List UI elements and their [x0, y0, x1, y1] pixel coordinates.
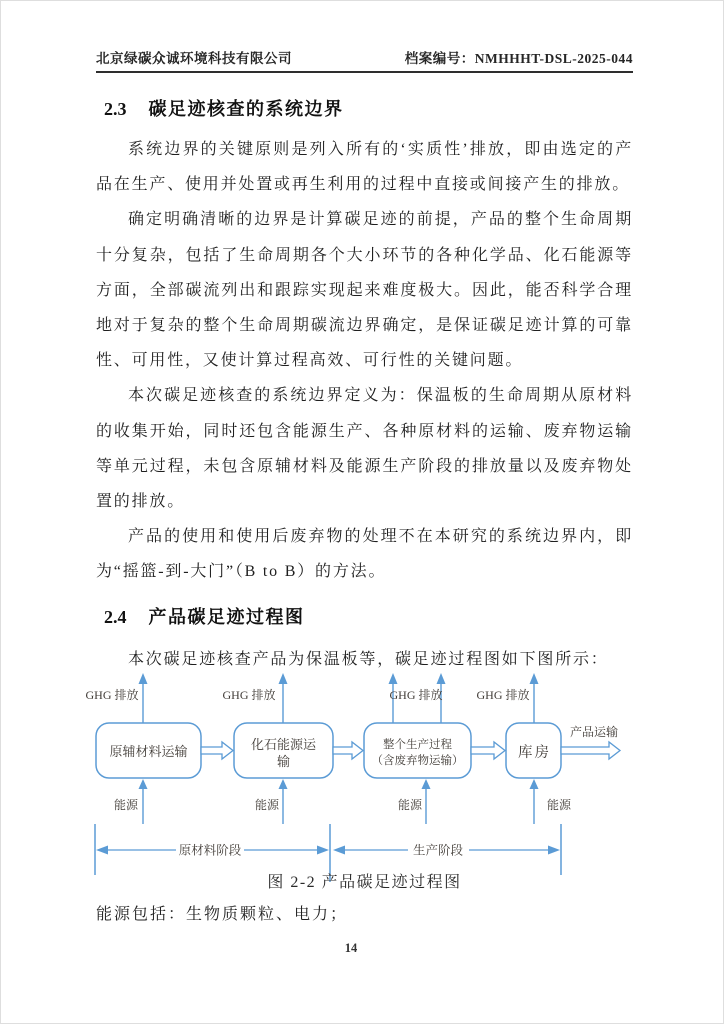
energy-note: 能源包括：生物质颗粒、电力；	[96, 906, 349, 923]
section-title: 产品碳足迹过程图	[148, 607, 305, 627]
flow-box-fossil-energy-transport-label-line1: 化石能源运	[250, 737, 317, 752]
flow-box-production-process-label-line2: （含废弃物运输）	[371, 755, 464, 767]
company-name: 北京绿碳众诚环境科技有限公司	[96, 51, 292, 66]
product-transport-arrow	[561, 742, 620, 759]
flow-box-warehouse-label: 库房	[518, 745, 551, 761]
paragraph: 系统边界的关键原则是列入所有的‘实质性’排放，即由选定的产品在生产、使用并处置或再生利用的过程中直接或间接产生的排放。	[96, 141, 633, 194]
flow-box-production-process-label-line1: 整个生产过程	[383, 739, 452, 751]
product-transport-label: 产品运输	[569, 725, 619, 739]
archive-number: 档案编号：NMHHHT-DSL-2025-044	[404, 51, 633, 66]
page-number: 14	[344, 941, 358, 955]
section-heading-2-4	[104, 603, 305, 629]
ghg-emission-label: GHG 排放	[476, 688, 530, 702]
section-number: 2.4	[104, 607, 127, 627]
section-heading-2-3	[104, 95, 344, 121]
stage-raw-material-label: 原材料阶段	[178, 843, 242, 858]
section-title: 碳足迹核查的系统边界	[148, 99, 344, 119]
energy-input-arrows	[139, 779, 539, 824]
energy-label: 能源	[546, 798, 572, 812]
energy-label: 能源	[397, 798, 423, 812]
carbon-footprint-process-diagram	[81, 669, 641, 884]
paragraph: 确定明确清晰的边界是计算碳足迹的前提，产品的整个生命周期十分复杂，包括了生命周期各个大小环节的各种化学品、化石能源等方面，全部碳流列出和跟踪实现起来难度极大。因此，能否科学合理地对于复杂的整个生命周期碳流边界确定，是保证碳足迹计算的可靠性、可用性，又使计算过程高效、可行性的关键问题。	[96, 211, 633, 370]
document-header	[96, 47, 633, 67]
ghg-emission-label: GHG 排放	[85, 688, 139, 702]
flow-box-raw-material-transport-label: 原辅材料运输	[109, 744, 188, 759]
flow-box-fossil-energy-transport-label-line2: 输	[276, 754, 291, 769]
figure-caption: 图 2-2 产品碳足迹过程图	[267, 874, 462, 891]
paragraph: 本次碳足迹核查产品为保温板等，碳足迹过程图如下图所示：	[128, 651, 609, 668]
stage-production-label: 生产阶段	[412, 843, 464, 858]
header-divider	[96, 71, 633, 73]
paragraph: 本次碳足迹核查的系统边界定义为：保温板的生命周期从原材料的收集开始，同时还包含能源生产、各种原材料的运输、废弃物运输等单元过程，未包含原辅材料及能源生产阶段的排放量以及废弃物处置的排放。	[96, 387, 633, 511]
section-number: 2.3	[104, 99, 127, 119]
paragraph: 产品的使用和使用后废弃物的处理不在本研究的系统边界内，即为“摇篮-到-大门”（B to B）的方法。	[96, 528, 633, 581]
energy-label: 能源	[113, 798, 139, 812]
stage-range-arrows	[96, 846, 560, 855]
energy-label: 能源	[254, 798, 280, 812]
section-2-3-body	[96, 132, 633, 590]
ghg-emission-label: GHG 排放	[222, 688, 276, 702]
ghg-emission-label: GHG 排放	[389, 688, 443, 702]
